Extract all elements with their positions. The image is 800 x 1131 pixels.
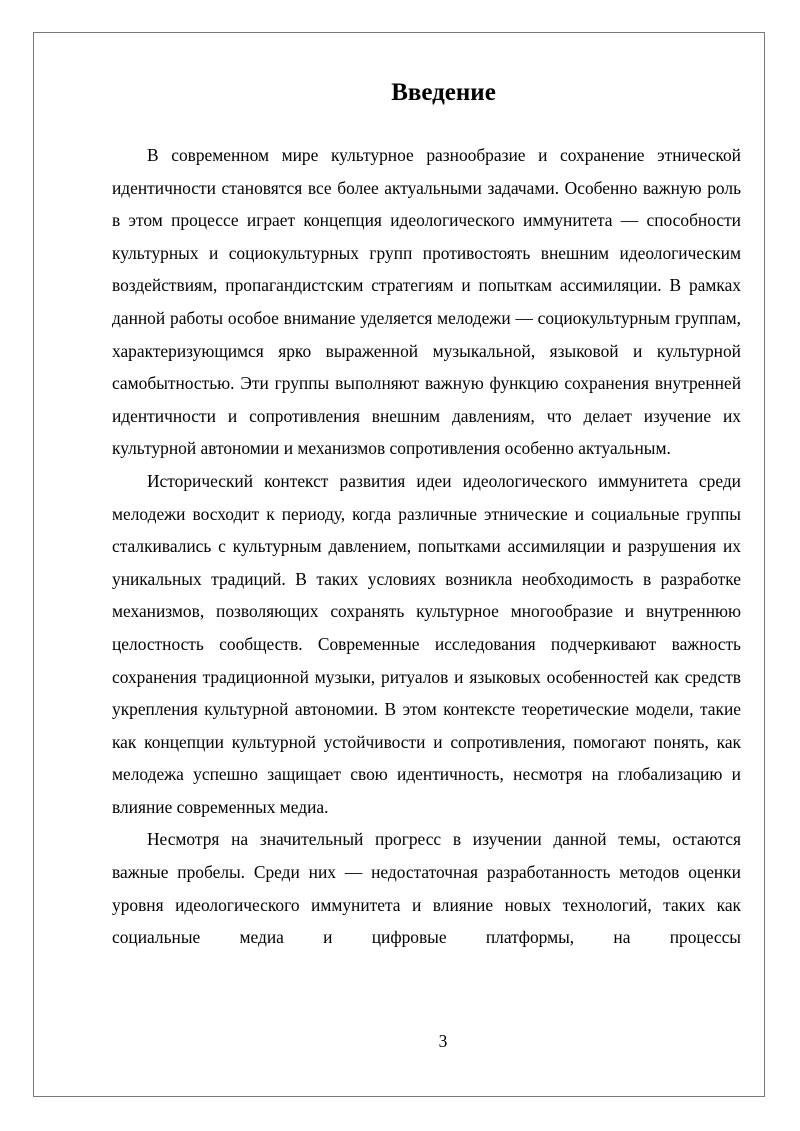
document-title: Введение bbox=[391, 79, 496, 106]
paragraph-1: В современном мире культурное разнообразие и сохранение этнической идентичности становятся все более актуальными задачами. Особенно важную роль в этом процессе играет концепция идеологического иммунитета — способности культурных и социокультурных групп противостоять внешним идеологическим воздействиям, пропагандистским стратегиям и попыткам ассимиляции. В рамках данной работы особое внимание уделяется мелодежи — социокультурным группам, характеризующимся ярко выраженной музыкальной, языковой и культурной самобытностью. Эти группы выполняют важную функцию сохранения внутренней идентичности и сопротивления внешним давлениям, что делает изучение их культурной автономии и механизмов сопротивления особенно актуальным. bbox=[112, 145, 741, 459]
paragraph-2: Исторический контекст развития идеи идеологического иммунитета среди мелодежи восходит к периоду, когда различные этнические и социальные группы сталкивались с культурным давлением, попытками ассимиляции и разрушения их уникальных традиций. В таких условиях возникла необходимость в разработке механизмов, позволяющих сохранять культурное многообразие и внутреннюю целостность сообществ. Современные исследования подчеркивают важность сохранения традиционной музыки, ритуалов и языковых особенностей как средств укрепления культурной автономии. В этом контексте теоретические модели, такие как концепции культурной устойчивости и сопротивления, помогают понять, как мелодежа успешно защищает свою идентичность, несмотря на глобализацию и влияние современных медиа. bbox=[112, 470, 741, 817]
document-body bbox=[112, 74, 741, 954]
paragraph-3: Несмотря на значительный прогресс в изучении данной темы, остаются важные пробелы. Среди них — недостаточная разработанность методов оценки уровня идеологического иммунитета и влияние новых технологий, таких как социальные медиа и цифровые платформы, на процессы bbox=[112, 829, 741, 948]
page-number: 3 bbox=[438, 1031, 448, 1051]
